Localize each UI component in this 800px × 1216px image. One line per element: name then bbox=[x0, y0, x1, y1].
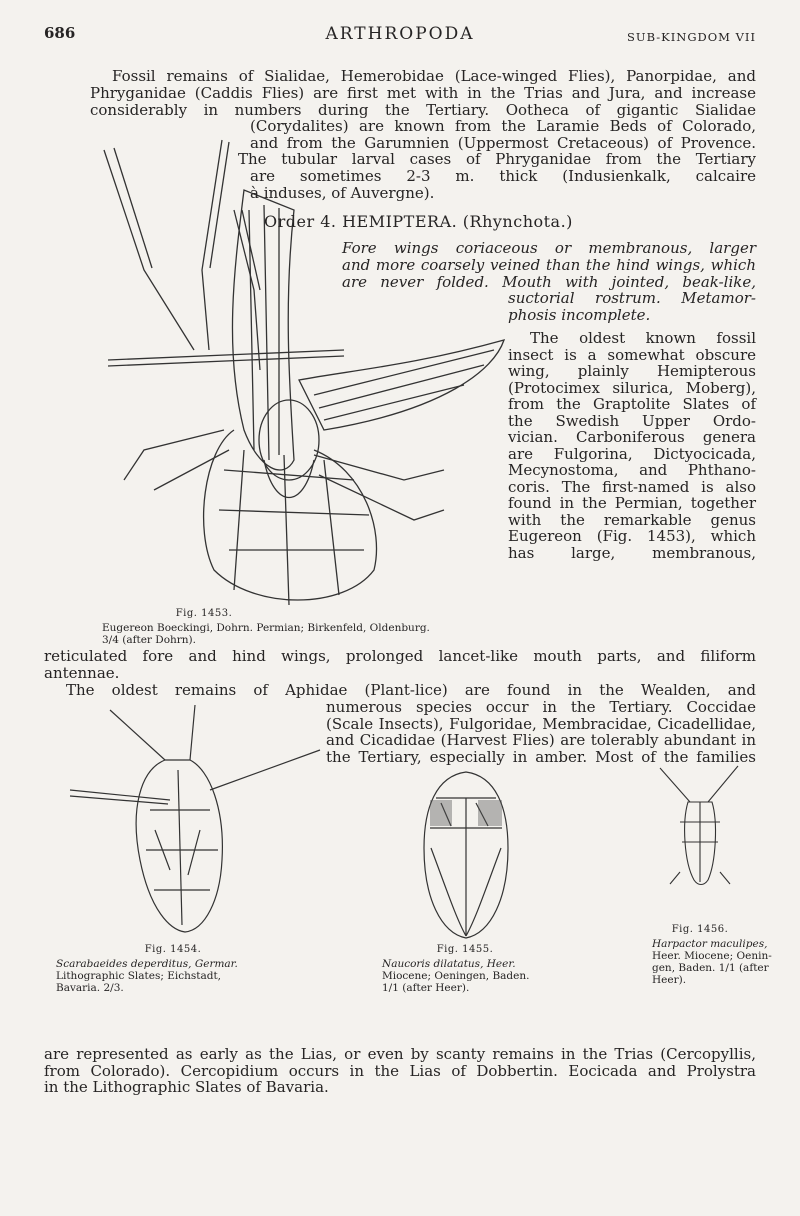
caption-line: Naucoris dilatatus, Heer. bbox=[382, 958, 516, 970]
text-line: Fore wings coriaceous or membranous, larger bbox=[342, 239, 756, 257]
text-line: coris. The first-named is also bbox=[508, 477, 756, 496]
paragraph-aphidae bbox=[44, 682, 756, 699]
text-line: found in the Permian, together bbox=[508, 494, 756, 512]
text-line: and Cicadidae (Harvest Flies) are tolerably abundant in bbox=[326, 731, 756, 749]
caption-line: gen, Baden. 1/1 (after bbox=[652, 962, 769, 974]
running-title: ARTHROPODA bbox=[325, 24, 475, 44]
page-header bbox=[44, 22, 756, 52]
text-line: (Protocimex silurica, Moberg), bbox=[508, 378, 756, 397]
text-line: from the Graptolite Slates of bbox=[508, 395, 756, 413]
caption-line: Heer. Miocene; Oenin- bbox=[652, 950, 772, 962]
text-line: suctorial rostrum. Metamor- bbox=[508, 289, 756, 307]
paragraph-fossil-remains-wrap2 bbox=[238, 151, 756, 168]
paragraph-fossil-remains-wrap bbox=[250, 118, 756, 151]
section-title: SUB-KINGDOM VII bbox=[627, 30, 756, 44]
text-line: and more coarsely veined than the hind wings, which bbox=[342, 256, 756, 274]
text-line: numerous species occur in the Tertiary. Coccidae bbox=[326, 698, 756, 716]
text-line: considerably in numbers during the Tertiary. Ootheca of gigantic Sialidae bbox=[90, 100, 756, 119]
fig-1454-label: Fig. 1454. bbox=[144, 944, 202, 955]
fig-1456-caption bbox=[652, 938, 772, 986]
paragraph-fossil-remains-cont bbox=[90, 85, 756, 118]
caption-line: Harpactor maculipes, bbox=[652, 938, 768, 950]
text-line: Phryganidae (Caddis Flies) are first met with in the Trias and Jura, and increase bbox=[90, 84, 756, 102]
fig-1455-illustration bbox=[416, 768, 516, 944]
text-line: vician. Carboniferous genera bbox=[508, 428, 756, 446]
diagnosis-wrap bbox=[508, 290, 756, 323]
text-line: Mecynostoma, and Phthano- bbox=[508, 461, 756, 479]
caption-line: 3/4 (after Dohrn). bbox=[102, 634, 196, 646]
text-line: with the remarkable genus bbox=[508, 510, 756, 529]
text-line: (Corydalites) are known from the Laramie Beds of Colorado, bbox=[250, 117, 756, 135]
fig-1455-label: Fig. 1455. bbox=[436, 944, 494, 955]
diagnosis bbox=[342, 240, 756, 257]
fig-1453-label: Fig. 1453. bbox=[175, 608, 233, 619]
paragraph-oldest-fossil bbox=[508, 330, 756, 561]
paragraph-eugereon-cont bbox=[44, 648, 756, 681]
caption-line: Lithographic Slates; Eichstadt, bbox=[56, 970, 222, 982]
text-line: insect is a somewhat obscure bbox=[508, 345, 756, 364]
paragraph-fossil-remains-wrap3 bbox=[250, 168, 756, 201]
fig-1454-caption bbox=[56, 958, 286, 994]
text-line: wing, plainly Hemipterous bbox=[508, 362, 756, 380]
text-line: are sometimes 2-3 m. thick (Indusienkalk, calcaire bbox=[250, 167, 756, 185]
text-line: the Tertiary, especially in amber. Most of the families bbox=[326, 747, 756, 766]
text-line: and from the Garumnien (Uppermost Cretaceous) of Provence. bbox=[250, 133, 756, 152]
page-number: 686 bbox=[44, 24, 76, 42]
caption-line: 1/1 (after Heer). bbox=[382, 982, 470, 994]
text-line: in the Lithographic Slates of Bavaria. bbox=[44, 1078, 329, 1096]
text-line: has large, membranous, bbox=[508, 543, 756, 562]
caption-line: Bavaria. 2/3. bbox=[56, 982, 124, 994]
paragraph-aphidae-wrap bbox=[326, 699, 756, 765]
text-line: are Fulgorina, Dictyocicada, bbox=[508, 444, 756, 463]
text-line: (Scale Insects), Fulgoridae, Membracidae, Cicadellidae, bbox=[326, 714, 756, 733]
order-heading: Order 4. HEMIPTERA. (Rhynchota.) bbox=[264, 212, 573, 231]
paragraph-fossil-remains bbox=[90, 68, 756, 85]
text-line: Fossil remains of Sialidae, Hemerobidae (Lace-winged Flies), Panorpidae, and bbox=[112, 67, 756, 85]
text-line: Eugereon (Fig. 1453), which bbox=[508, 527, 756, 545]
caption-line: Miocene; Oeningen, Baden. bbox=[382, 970, 530, 982]
text-line: from Colorado). Cercopidium occurs in the Lias of Dobbertin. Eocicada and Prolystra bbox=[44, 1061, 756, 1080]
diagnosis-cont bbox=[342, 257, 756, 290]
caption-line: Scarabaeides deperditus, Germar. bbox=[56, 958, 238, 970]
fig-1456-illustration bbox=[650, 762, 750, 892]
fig-1454-illustration bbox=[70, 700, 320, 940]
text-line: are represented as early as the Lias, or even by scanty remains in the Trias (Cercopyllis, bbox=[44, 1045, 756, 1063]
fig-1453-caption bbox=[102, 622, 502, 646]
text-line: are never folded. Mouth with jointed, beak-like, bbox=[342, 272, 756, 291]
caption-line: Heer). bbox=[652, 974, 687, 986]
text-line: reticulated fore and hind wings, prolonged lancet-like mouth parts, and filiform bbox=[44, 647, 756, 665]
text-line: antennae. bbox=[44, 663, 120, 682]
text-line: The tubular larval cases of Phryganidae from the Tertiary bbox=[238, 150, 756, 168]
text-line: the Swedish Upper Ordo- bbox=[508, 411, 756, 430]
text-line: phosis incomplete. bbox=[508, 305, 651, 324]
caption-line: Eugereon Boeckingi, Dohrn. Permian; Birkenfeld, Oldenburg. bbox=[102, 622, 430, 634]
fig-1456-label: Fig. 1456. bbox=[671, 924, 729, 935]
paragraph-final bbox=[44, 1046, 756, 1096]
text-line: The oldest remains of Aphidae (Plant-lice) are found in the Wealden, and bbox=[66, 681, 756, 699]
text-line: à induses, of Auvergne). bbox=[250, 183, 435, 202]
text-line: The oldest known fossil bbox=[530, 329, 756, 347]
fig-1455-caption bbox=[382, 958, 562, 994]
